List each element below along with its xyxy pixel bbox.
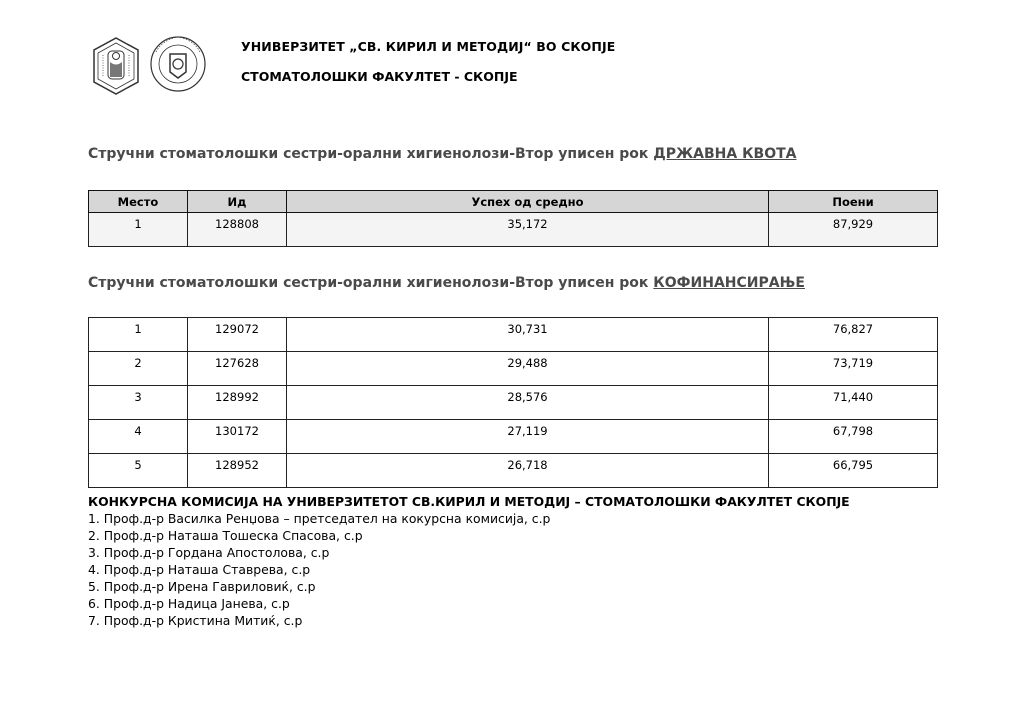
quota-label: КОФИНАНСИРАЊЕ: [653, 275, 805, 291]
cell-place: 4: [89, 420, 188, 454]
table-row: [89, 318, 938, 352]
table-row: [89, 386, 938, 420]
cell-points: 87,929: [769, 213, 938, 247]
column-header-id: Ид: [188, 191, 287, 213]
cell-place: 3: [89, 386, 188, 420]
column-header-points: Поени: [769, 191, 938, 213]
table-header-row: [89, 191, 938, 213]
cell-id: 130172: [188, 420, 287, 454]
state-quota-table: [88, 190, 938, 247]
faculty-name: СТОМАТОЛОШКИ ФАКУЛТЕТ - СКОПЈЕ: [241, 69, 518, 84]
commission-block: [88, 493, 850, 629]
cell-points: 66,795: [769, 454, 938, 488]
cell-place: 1: [89, 213, 188, 247]
cell-success: 26,718: [287, 454, 769, 488]
commission-member: 4. Проф.д-р Наташа Ставрева, с.р: [88, 562, 311, 577]
cell-success: 35,172: [287, 213, 769, 247]
university-seal-icon: [90, 36, 142, 96]
section-title-cofinancing: [88, 275, 805, 291]
table-row: [89, 213, 938, 247]
table-row: [89, 454, 938, 488]
cell-points: 67,798: [769, 420, 938, 454]
commission-member: 1. Проф.д-р Василка Ренџова – претседател на кокурсна комисија, с.р: [88, 511, 551, 526]
table-row: [89, 352, 938, 386]
commission-member: 7. Проф.д-р Кристина Митиќ, с.р: [88, 613, 303, 628]
cell-points: 71,440: [769, 386, 938, 420]
cell-id: 128808: [188, 213, 287, 247]
commission-member: 5. Проф.д-р Ирена Гавриловиќ, с.р: [88, 579, 316, 594]
faculty-logo-icon: [148, 34, 208, 94]
cell-success: 27,119: [287, 420, 769, 454]
cell-id: 128952: [188, 454, 287, 488]
table-row: [89, 420, 938, 454]
cell-id: 129072: [188, 318, 287, 352]
quota-label: ДРЖАВНА КВОТА: [653, 146, 797, 162]
section-title-text: Стручни стоматолошки сестри-орални хигиенолози-Втор уписен рок: [88, 275, 654, 291]
cell-place: 5: [89, 454, 188, 488]
cell-place: 1: [89, 318, 188, 352]
column-header-success: Успех од средно: [287, 191, 769, 213]
cell-id: 127628: [188, 352, 287, 386]
cell-points: 73,719: [769, 352, 938, 386]
column-header-place: Место: [89, 191, 188, 213]
section-title-text: Стручни стоматолошки сестри-орални хигиенолози-Втор уписен рок: [88, 146, 654, 162]
commission-member: 3. Проф.д-р Гордана Апостолова, с.р: [88, 545, 330, 560]
cell-points: 76,827: [769, 318, 938, 352]
cell-place: 2: [89, 352, 188, 386]
commission-member: 6. Проф.д-р Надица Јанева, с.р: [88, 596, 290, 611]
cell-success: 30,731: [287, 318, 769, 352]
cell-success: 28,576: [287, 386, 769, 420]
commission-title: КОНКУРСНА КОМИСИЈА НА УНИВЕРЗИТЕТОТ СВ.КИРИЛ И МЕТОДИЈ – СТОМАТОЛОШКИ ФАКУЛТЕТ СКОПЈЕ: [88, 494, 850, 509]
cell-id: 128992: [188, 386, 287, 420]
cell-success: 29,488: [287, 352, 769, 386]
section-title-state-quota: [88, 146, 796, 162]
commission-member: 2. Проф.д-р Наташа Тошеска Спасова, с.р: [88, 528, 363, 543]
cofinancing-table: [88, 317, 938, 488]
university-name: УНИВЕРЗИТЕТ „СВ. КИРИЛ И МЕТОДИЈ“ ВО СКОПЈЕ: [241, 39, 616, 54]
